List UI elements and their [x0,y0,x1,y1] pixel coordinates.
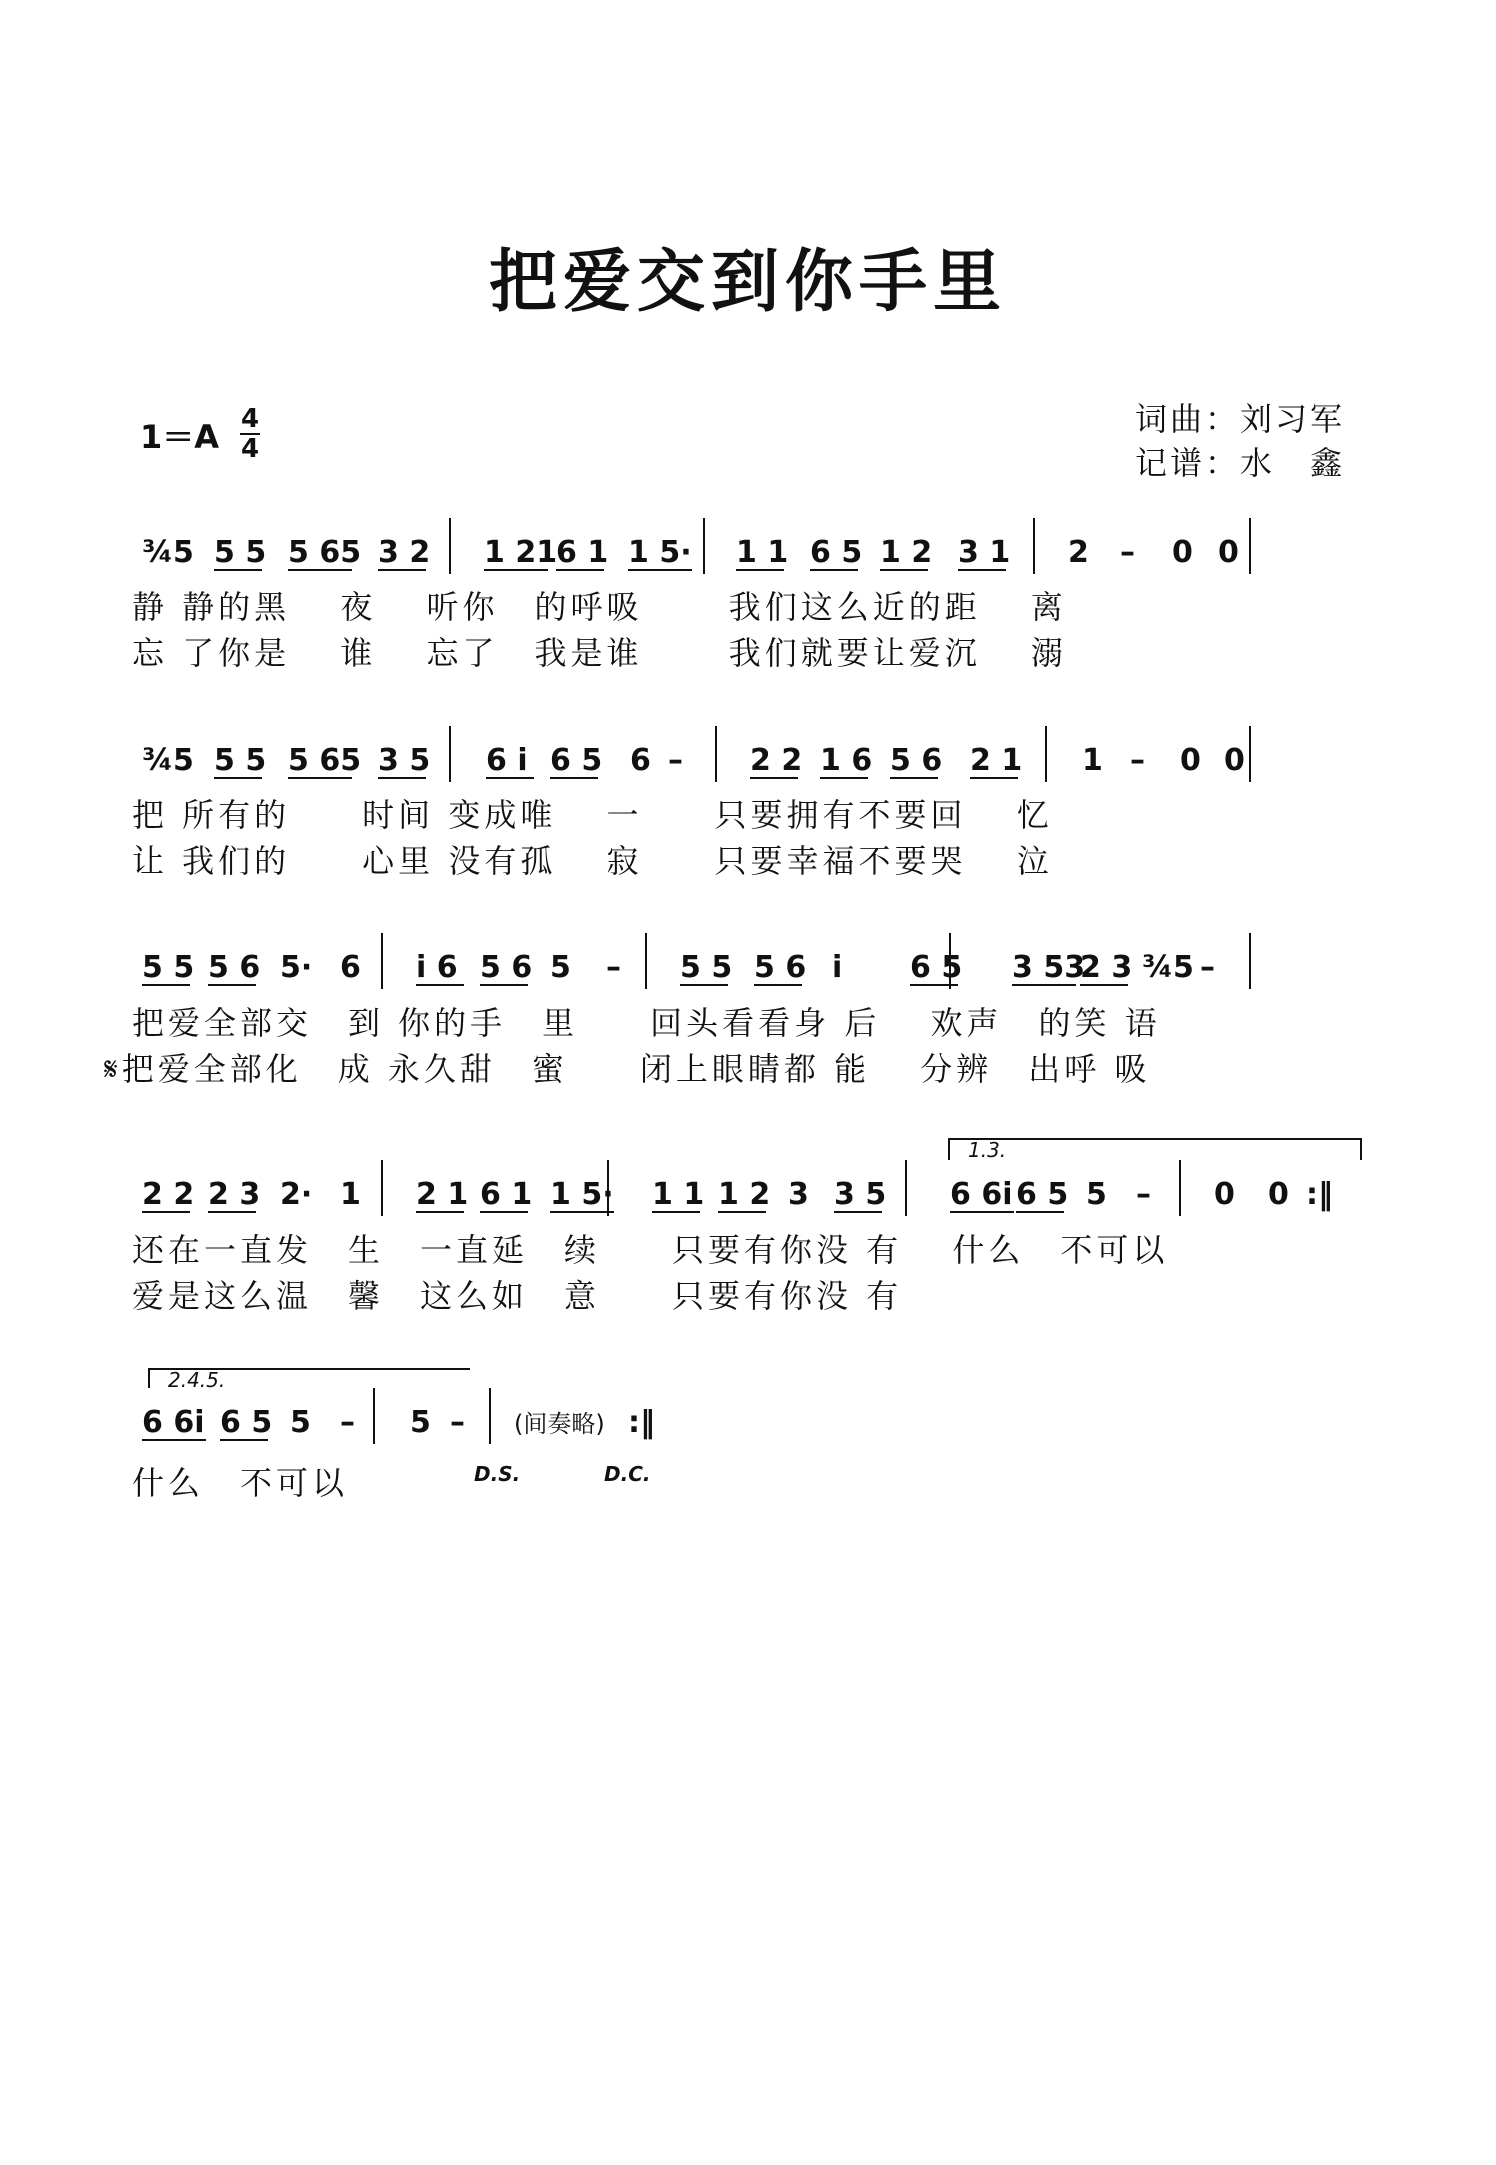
notation-row-5 [120,1400,1380,1460]
lyric-line-3-verse-2: 𝄋把爱全部化 成 永久甜 蜜 闭上眼睛都 能 分辨 出呼 吸 [104,1050,1151,1088]
note-group: 1 5· [628,535,692,570]
lyric-line-3-verse-1: 把爱全部交 到 你的手 里 回头看看身 后 欢声 的笑 语 [132,1004,1161,1042]
note-group: 0 [1172,535,1193,570]
note-group: – [668,743,683,778]
note-group: ¾5 [142,535,194,570]
note-group: – [1120,535,1135,570]
note-group: ¾5 [142,743,194,778]
note-group: 0 [1218,535,1239,570]
note-group: 5 65 [288,535,362,570]
music-row-2 [120,738,1380,788]
note-group: 5 5 [680,950,733,985]
note-group: 1 [1082,743,1103,778]
note-group: – [340,1405,355,1440]
note-group: 1 1 [652,1177,705,1212]
note-group: – [1130,743,1145,778]
note-group: – [1200,950,1215,985]
note-group: 6 6i [950,1177,1013,1212]
note-group: 6 5 [810,535,863,570]
note-group: 6 5 [910,950,963,985]
note-group: 5 6 [480,950,533,985]
note-group: 5 5 [214,743,267,778]
note-group: ¾5 [1142,950,1194,985]
composer-credit: 词曲：刘习军 [1135,400,1346,438]
lyric-line-2-verse-1: 把 所有的 时间 变成唯 一 只要拥有不要回 忆 [132,796,1053,834]
note-group: 6 [340,950,361,985]
interlude-note: (间奏略) [514,1410,605,1438]
note-group: 3 5 [834,1177,887,1212]
volta-bracket-1 [948,1138,1362,1160]
note-group: 5 [550,950,571,985]
notation-row-3 [120,945,1380,1005]
note-group: 5· [280,950,313,985]
note-group: 5 6 [208,950,261,985]
note-group: 6 5 [550,743,603,778]
note-group: 3 53 [1012,950,1086,985]
music-row-5 [120,1400,1380,1450]
note-group: 5 6 [754,950,807,985]
note-group: 5 65 [288,743,362,778]
note-group: 3 5 [378,743,431,778]
note-group: 2· [280,1177,313,1212]
note-group: 1 21 [484,535,558,570]
note-group: 1 2 [718,1177,771,1212]
key-signature: 1＝A [140,418,220,456]
music-row-1 [120,530,1380,580]
notation-row-1 [120,530,1380,590]
note-group: 1 6 [820,743,873,778]
note-group: 1 1 [736,535,789,570]
note-group: 5 [290,1405,311,1440]
note-group: 6 i [486,743,528,778]
note-group: – [606,950,621,985]
dc-marker: D.C. [604,1462,651,1486]
note-group: 3 2 [378,535,431,570]
note-group: 2 3 [1080,950,1133,985]
time-signature-top: 4 [240,404,260,434]
note-group: 1 [340,1177,361,1212]
note-group: 0 [1180,743,1201,778]
lyric-line-1-verse-2: 忘 了你是 谁 忘了 我是谁 我们就要让爱沉 溺 [132,634,1067,672]
note-group: 2 2 [142,1177,195,1212]
note-group: i 6 [416,950,458,985]
note-group: 5 [410,1405,431,1440]
lyric-line-4-verse-1: 还在一直发 生 一直延 续 只要有你没 有 什么 不可以 [132,1231,1169,1269]
note-group: :‖ [628,1405,655,1440]
volta-label-2: 2.4.5. [168,1368,226,1392]
ds-marker: D.S. [474,1462,521,1486]
transcriber-credit: 记谱：水 鑫 [1135,444,1346,482]
note-group: 1 5· [550,1177,614,1212]
note-group: 0 [1224,743,1245,778]
music-row-3 [120,945,1380,995]
note-group: 2 2 [750,743,803,778]
note-group: 5 5 [214,535,267,570]
note-group: 6 1 [480,1177,533,1212]
note-group: 0 [1214,1177,1235,1212]
music-row-4 [120,1172,1380,1222]
note-group: – [450,1405,465,1440]
time-signature-bottom: 4 [240,434,260,464]
note-group: 6 6i [142,1405,205,1440]
lyric-line-5-verse-1: 什么 不可以 [132,1464,349,1502]
note-group: 1 2 [880,535,933,570]
lyric-line-4-verse-2: 爱是这么温 馨 这么如 意 只要有你没 有 [132,1277,903,1315]
note-group: 5 [1086,1177,1107,1212]
note-group: 6 5 [220,1405,273,1440]
notation-row-4 [120,1172,1380,1232]
lyric-line-1-verse-1: 静 静的黑 夜 听你 的呼吸 我们这么近的距 离 [132,588,1067,626]
note-group: 6 5 [1016,1177,1069,1212]
page-title: 把爱交到你手里 [488,242,1007,322]
notation-row-2 [120,738,1380,798]
volta-bracket-2 [148,1368,470,1392]
lyric-line-2-verse-2: 让 我们的 心里 没有孤 寂 只要幸福不要哭 泣 [132,842,1053,880]
note-group: 0 [1268,1177,1289,1212]
time-signature [240,406,260,462]
note-group: 3 1 [958,535,1011,570]
note-group: 6 [630,743,651,778]
volta-label-1: 1.3. [968,1138,1007,1162]
note-group: 5 6 [890,743,943,778]
note-group: 6 1 [556,535,609,570]
note-group: 2 1 [416,1177,469,1212]
note-group: :‖ [1306,1177,1333,1212]
note-group: – [1136,1177,1151,1212]
note-group: 2 [1068,535,1089,570]
note-group: 3 [788,1177,809,1212]
note-group: 5 5 [142,950,195,985]
note-group: 2 3 [208,1177,261,1212]
note-group: i [832,950,843,985]
note-group: 2 1 [970,743,1023,778]
